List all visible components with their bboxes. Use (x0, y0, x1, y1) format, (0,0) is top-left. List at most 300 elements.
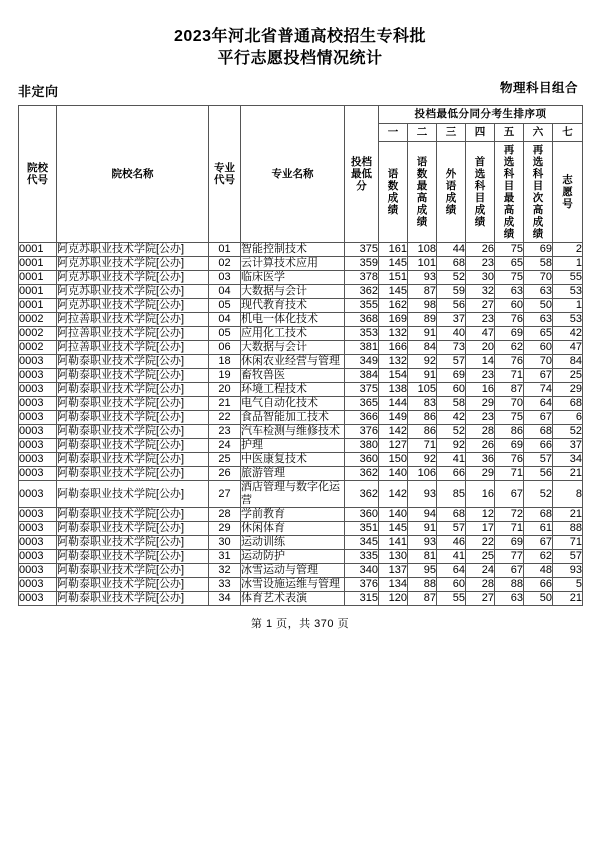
cell-major-code: 28 (209, 508, 241, 522)
cell-rank-7: 1 (553, 257, 583, 271)
cell-school-code: 0001 (19, 243, 57, 257)
cell-rank-7: 53 (553, 285, 583, 299)
cell-rank-5: 70 (495, 397, 524, 411)
cell-min-score: 375 (345, 243, 379, 257)
cell-rank-2: 87 (408, 285, 437, 299)
cell-rank-3: 37 (437, 313, 466, 327)
cell-rank-6: 50 (524, 299, 553, 313)
cell-rank-3: 60 (437, 578, 466, 592)
cell-rank-4: 16 (466, 383, 495, 397)
cell-rank-5: 65 (495, 257, 524, 271)
col-header-rank-label-7 (553, 142, 583, 243)
cell-major-name: 汽车检测与维修技术 (241, 425, 345, 439)
cell-rank-6: 70 (524, 355, 553, 369)
cell-rank-5: 88 (495, 578, 524, 592)
cell-rank-2: 81 (408, 550, 437, 564)
cell-school-name: 阿勒泰职业技术学院[公办] (57, 522, 209, 536)
table-body (19, 243, 583, 606)
col-header-rank-label-4-text: 首选科目成绩 (474, 156, 486, 228)
cell-major-name: 畜牧兽医 (241, 369, 345, 383)
cell-major-code: 26 (209, 467, 241, 481)
col-header-rank-label-5 (495, 142, 524, 243)
table-row (19, 481, 583, 508)
cell-rank-7: 29 (553, 383, 583, 397)
cell-school-code: 0003 (19, 481, 57, 508)
cell-rank-2: 105 (408, 383, 437, 397)
cell-rank-5: 76 (495, 355, 524, 369)
col-header-rank-label-3-text: 外语成绩 (445, 168, 457, 216)
cell-school-name: 阿勒泰职业技术学院[公办] (57, 536, 209, 550)
cell-rank-7: 52 (553, 425, 583, 439)
cell-major-code: 32 (209, 564, 241, 578)
cell-school-code: 0003 (19, 508, 57, 522)
cell-rank-4: 25 (466, 550, 495, 564)
cell-rank-3: 57 (437, 355, 466, 369)
cell-rank-4: 36 (466, 453, 495, 467)
cell-school-code: 0003 (19, 383, 57, 397)
cell-min-score: 365 (345, 397, 379, 411)
cell-rank-7: 21 (553, 592, 583, 606)
cell-rank-3: 68 (437, 257, 466, 271)
cell-rank-3: 40 (437, 327, 466, 341)
cell-rank-1: 142 (379, 481, 408, 508)
cell-major-name: 大数据与会计 (241, 285, 345, 299)
col-header-school-name: 院校名称 (57, 106, 209, 243)
cell-rank-1: 151 (379, 271, 408, 285)
cell-rank-2: 98 (408, 299, 437, 313)
cell-rank-2: 95 (408, 564, 437, 578)
cell-rank-6: 57 (524, 453, 553, 467)
cell-min-score: 362 (345, 481, 379, 508)
cell-rank-7: 25 (553, 369, 583, 383)
cell-rank-2: 71 (408, 439, 437, 453)
cell-school-name: 阿克苏职业技术学院[公办] (57, 285, 209, 299)
col-header-school-code (19, 106, 57, 243)
cell-school-code: 0003 (19, 397, 57, 411)
cell-rank-5: 86 (495, 425, 524, 439)
col-header-rank-num-1: 一 (379, 124, 408, 142)
admission-score-table (18, 105, 583, 606)
cell-major-name: 运动防护 (241, 550, 345, 564)
cell-major-name: 学前教育 (241, 508, 345, 522)
cell-rank-7: 8 (553, 481, 583, 508)
cell-rank-5: 71 (495, 369, 524, 383)
cell-rank-4: 24 (466, 564, 495, 578)
cell-rank-1: 154 (379, 369, 408, 383)
cell-min-score: 381 (345, 341, 379, 355)
cell-major-name: 临床医学 (241, 271, 345, 285)
cell-min-score: 376 (345, 425, 379, 439)
cell-rank-5: 87 (495, 383, 524, 397)
cell-major-name: 食品智能加工技术 (241, 411, 345, 425)
cell-rank-1: 140 (379, 467, 408, 481)
cell-rank-5: 75 (495, 411, 524, 425)
cell-min-score: 351 (345, 522, 379, 536)
cell-rank-1: 127 (379, 439, 408, 453)
cell-school-code: 0001 (19, 285, 57, 299)
cell-major-code: 20 (209, 383, 241, 397)
cell-rank-7: 57 (553, 550, 583, 564)
cell-school-name: 阿勒泰职业技术学院[公办] (57, 578, 209, 592)
cell-rank-2: 92 (408, 355, 437, 369)
cell-rank-6: 67 (524, 411, 553, 425)
table-row (19, 578, 583, 592)
cell-major-name: 运动训练 (241, 536, 345, 550)
cell-rank-7: 93 (553, 564, 583, 578)
cell-rank-2: 88 (408, 578, 437, 592)
cell-major-code: 02 (209, 257, 241, 271)
cell-major-name: 护理 (241, 439, 345, 453)
cell-school-code: 0003 (19, 369, 57, 383)
cell-rank-6: 63 (524, 313, 553, 327)
cell-rank-5: 77 (495, 550, 524, 564)
cell-school-code: 0003 (19, 550, 57, 564)
cell-school-code: 0003 (19, 467, 57, 481)
cell-major-code: 06 (209, 341, 241, 355)
col-header-major-name: 专业名称 (241, 106, 345, 243)
col-header-rank-num-3: 三 (437, 124, 466, 142)
cell-rank-6: 67 (524, 536, 553, 550)
cell-major-code: 22 (209, 411, 241, 425)
cell-rank-2: 93 (408, 536, 437, 550)
cell-school-name: 阿拉善职业技术学院[公办] (57, 327, 209, 341)
col-header-rank-num-6: 六 (524, 124, 553, 142)
cell-rank-7: 5 (553, 578, 583, 592)
table-row (19, 522, 583, 536)
col-header-rank-num-5: 五 (495, 124, 524, 142)
cell-school-name: 阿勒泰职业技术学院[公办] (57, 425, 209, 439)
cell-rank-4: 29 (466, 467, 495, 481)
table-row (19, 257, 583, 271)
col-header-rank-label-2-text: 语数最高成绩 (416, 156, 428, 228)
cell-school-name: 阿勒泰职业技术学院[公办] (57, 439, 209, 453)
cell-rank-5: 71 (495, 522, 524, 536)
cell-rank-1: 150 (379, 453, 408, 467)
table-row (19, 341, 583, 355)
cell-major-code: 21 (209, 397, 241, 411)
cell-school-code: 0003 (19, 439, 57, 453)
table-row (19, 508, 583, 522)
cell-rank-3: 44 (437, 243, 466, 257)
table-header (19, 106, 583, 243)
cell-rank-6: 67 (524, 369, 553, 383)
col-header-rank-label-6 (524, 142, 553, 243)
cell-major-name: 冰雪设施运维与管理 (241, 578, 345, 592)
cell-rank-6: 61 (524, 522, 553, 536)
cell-rank-5: 75 (495, 271, 524, 285)
cell-major-name: 体育艺术表演 (241, 592, 345, 606)
col-header-min-score-label: 投档最低分 (351, 156, 372, 192)
cell-rank-6: 56 (524, 467, 553, 481)
cell-rank-4: 22 (466, 536, 495, 550)
cell-rank-2: 91 (408, 369, 437, 383)
col-header-rank-label-4 (466, 142, 495, 243)
cell-major-code: 27 (209, 481, 241, 508)
cell-min-score: 345 (345, 536, 379, 550)
cell-major-name: 机电一体化技术 (241, 313, 345, 327)
cell-rank-4: 26 (466, 243, 495, 257)
cell-rank-2: 93 (408, 481, 437, 508)
cell-rank-6: 66 (524, 439, 553, 453)
page-footer: 第 1 页，共 370 页 (250, 618, 350, 630)
cell-rank-2: 84 (408, 341, 437, 355)
cell-major-name: 大数据与会计 (241, 341, 345, 355)
cell-rank-3: 57 (437, 522, 466, 536)
cell-rank-6: 69 (524, 243, 553, 257)
cell-major-name: 智能控制技术 (241, 243, 345, 257)
cell-rank-6: 58 (524, 257, 553, 271)
cell-rank-3: 42 (437, 411, 466, 425)
table-row (19, 383, 583, 397)
table-row (19, 243, 583, 257)
cell-rank-2: 86 (408, 411, 437, 425)
cell-min-score: 349 (345, 355, 379, 369)
cell-rank-1: 132 (379, 327, 408, 341)
col-header-rank-num-7: 七 (553, 124, 583, 142)
cell-rank-3: 69 (437, 369, 466, 383)
cell-major-code: 03 (209, 271, 241, 285)
cell-rank-3: 68 (437, 508, 466, 522)
cell-rank-7: 2 (553, 243, 583, 257)
cell-rank-4: 28 (466, 578, 495, 592)
cell-rank-4: 12 (466, 508, 495, 522)
col-header-rank-group: 投档最低分同分考生排序项 (379, 106, 583, 124)
cell-min-score: 366 (345, 411, 379, 425)
table-row (19, 536, 583, 550)
cell-rank-7: 68 (553, 397, 583, 411)
table-row (19, 327, 583, 341)
table-row (19, 453, 583, 467)
cell-min-score: 375 (345, 383, 379, 397)
cell-rank-6: 68 (524, 508, 553, 522)
cell-min-score: 362 (345, 467, 379, 481)
cell-rank-4: 26 (466, 439, 495, 453)
cell-major-code: 29 (209, 522, 241, 536)
cell-school-name: 阿勒泰职业技术学院[公办] (57, 355, 209, 369)
cell-rank-5: 63 (495, 285, 524, 299)
cell-school-code: 0001 (19, 271, 57, 285)
col-header-rank-num-4: 四 (466, 124, 495, 142)
cell-rank-4: 16 (466, 481, 495, 508)
cell-school-name: 阿勒泰职业技术学院[公办] (57, 383, 209, 397)
cell-school-code: 0003 (19, 592, 57, 606)
col-header-rank-label-1 (379, 142, 408, 243)
cell-rank-5: 76 (495, 453, 524, 467)
cell-rank-1: 162 (379, 299, 408, 313)
col-header-rank-label-7-text: 志愿号 (562, 174, 573, 210)
cell-school-name: 阿勒泰职业技术学院[公办] (57, 550, 209, 564)
cell-rank-3: 85 (437, 481, 466, 508)
cell-rank-5: 69 (495, 439, 524, 453)
cell-rank-4: 27 (466, 592, 495, 606)
cell-rank-6: 64 (524, 397, 553, 411)
cell-rank-4: 47 (466, 327, 495, 341)
cell-rank-5: 60 (495, 299, 524, 313)
cell-school-name: 阿勒泰职业技术学院[公办] (57, 592, 209, 606)
cell-rank-3: 41 (437, 550, 466, 564)
cell-rank-3: 55 (437, 592, 466, 606)
cell-min-score: 362 (345, 285, 379, 299)
cell-rank-1: 166 (379, 341, 408, 355)
cell-rank-7: 34 (553, 453, 583, 467)
cell-school-code: 0003 (19, 578, 57, 592)
cell-school-name: 阿勒泰职业技术学院[公办] (57, 411, 209, 425)
cell-major-code: 24 (209, 439, 241, 453)
cell-rank-1: 149 (379, 411, 408, 425)
cell-major-name: 云计算技术应用 (241, 257, 345, 271)
cell-rank-1: 134 (379, 578, 408, 592)
table-row (19, 285, 583, 299)
cell-rank-3: 41 (437, 453, 466, 467)
cell-rank-3: 92 (437, 439, 466, 453)
cell-rank-7: 1 (553, 299, 583, 313)
cell-rank-2: 93 (408, 271, 437, 285)
table-row (19, 550, 583, 564)
cell-rank-5: 72 (495, 508, 524, 522)
cell-rank-5: 67 (495, 564, 524, 578)
cell-rank-1: 145 (379, 522, 408, 536)
cell-rank-5: 75 (495, 243, 524, 257)
cell-min-score: 355 (345, 299, 379, 313)
cell-rank-3: 52 (437, 425, 466, 439)
cell-rank-5: 62 (495, 341, 524, 355)
cell-major-code: 05 (209, 327, 241, 341)
category-label: 非定向 (18, 84, 59, 99)
cell-rank-5: 69 (495, 327, 524, 341)
cell-rank-7: 84 (553, 355, 583, 369)
cell-school-code: 0003 (19, 425, 57, 439)
cell-rank-2: 89 (408, 313, 437, 327)
table-row (19, 299, 583, 313)
cell-major-name: 中医康复技术 (241, 453, 345, 467)
cell-rank-3: 60 (437, 383, 466, 397)
cell-rank-1: 120 (379, 592, 408, 606)
cell-rank-5: 71 (495, 467, 524, 481)
cell-rank-6: 62 (524, 550, 553, 564)
cell-min-score: 384 (345, 369, 379, 383)
cell-school-code: 0003 (19, 536, 57, 550)
cell-rank-6: 50 (524, 592, 553, 606)
table-row (19, 271, 583, 285)
cell-rank-1: 141 (379, 536, 408, 550)
cell-rank-1: 130 (379, 550, 408, 564)
cell-rank-3: 56 (437, 299, 466, 313)
cell-rank-2: 101 (408, 257, 437, 271)
cell-major-code: 34 (209, 592, 241, 606)
table-row (19, 397, 583, 411)
cell-rank-6: 70 (524, 271, 553, 285)
cell-school-code: 0003 (19, 355, 57, 369)
cell-min-score: 380 (345, 439, 379, 453)
table-row (19, 425, 583, 439)
cell-rank-2: 91 (408, 327, 437, 341)
col-header-major-code-label: 专业代号 (214, 162, 235, 186)
table-row (19, 313, 583, 327)
cell-major-code: 23 (209, 425, 241, 439)
cell-rank-1: 169 (379, 313, 408, 327)
cell-rank-4: 23 (466, 257, 495, 271)
cell-major-code: 18 (209, 355, 241, 369)
cell-school-code: 0002 (19, 341, 57, 355)
cell-school-code: 0003 (19, 411, 57, 425)
cell-rank-5: 69 (495, 536, 524, 550)
cell-rank-1: 138 (379, 383, 408, 397)
cell-min-score: 368 (345, 313, 379, 327)
cell-major-code: 04 (209, 313, 241, 327)
cell-major-code: 01 (209, 243, 241, 257)
cell-rank-4: 20 (466, 341, 495, 355)
cell-rank-4: 14 (466, 355, 495, 369)
table-row (19, 411, 583, 425)
cell-rank-3: 58 (437, 397, 466, 411)
cell-rank-4: 23 (466, 313, 495, 327)
cell-major-code: 19 (209, 369, 241, 383)
cell-rank-6: 65 (524, 327, 553, 341)
cell-school-name: 阿克苏职业技术学院[公办] (57, 243, 209, 257)
cell-school-name: 阿勒泰职业技术学院[公办] (57, 564, 209, 578)
cell-rank-2: 87 (408, 592, 437, 606)
cell-rank-7: 21 (553, 508, 583, 522)
cell-rank-3: 66 (437, 467, 466, 481)
cell-min-score: 360 (345, 453, 379, 467)
page-title-line2: 平行志愿投档情况统计 (217, 50, 383, 67)
cell-rank-7: 47 (553, 341, 583, 355)
cell-rank-3: 52 (437, 271, 466, 285)
cell-rank-2: 108 (408, 243, 437, 257)
cell-rank-5: 67 (495, 481, 524, 508)
table-row (19, 592, 583, 606)
cell-school-name: 阿勒泰职业技术学院[公办] (57, 467, 209, 481)
table-row (19, 439, 583, 453)
cell-rank-3: 59 (437, 285, 466, 299)
cell-rank-4: 30 (466, 271, 495, 285)
cell-rank-7: 71 (553, 536, 583, 550)
cell-rank-4: 23 (466, 411, 495, 425)
col-header-school-code-label: 院校代号 (27, 162, 48, 186)
cell-rank-4: 29 (466, 397, 495, 411)
cell-rank-1: 161 (379, 243, 408, 257)
cell-min-score: 360 (345, 508, 379, 522)
cell-major-name: 现代教育技术 (241, 299, 345, 313)
cell-min-score: 335 (345, 550, 379, 564)
cell-school-name: 阿勒泰职业技术学院[公办] (57, 453, 209, 467)
cell-school-name: 阿克苏职业技术学院[公办] (57, 299, 209, 313)
cell-major-code: 25 (209, 453, 241, 467)
cell-rank-6: 60 (524, 341, 553, 355)
col-header-rank-num-2: 二 (408, 124, 437, 142)
cell-rank-7: 88 (553, 522, 583, 536)
cell-school-name: 阿勒泰职业技术学院[公办] (57, 508, 209, 522)
cell-rank-1: 145 (379, 285, 408, 299)
cell-rank-7: 6 (553, 411, 583, 425)
cell-school-name: 阿拉善职业技术学院[公办] (57, 313, 209, 327)
cell-rank-2: 83 (408, 397, 437, 411)
col-header-rank-label-3 (437, 142, 466, 243)
cell-min-score: 315 (345, 592, 379, 606)
cell-major-name: 冰雪运动与管理 (241, 564, 345, 578)
cell-rank-5: 63 (495, 592, 524, 606)
cell-rank-1: 144 (379, 397, 408, 411)
cell-rank-2: 92 (408, 453, 437, 467)
col-header-rank-label-5-text: 再选科目最高成绩 (503, 144, 515, 240)
cell-rank-1: 140 (379, 508, 408, 522)
cell-rank-4: 27 (466, 299, 495, 313)
cell-rank-7: 55 (553, 271, 583, 285)
cell-rank-4: 32 (466, 285, 495, 299)
cell-rank-2: 91 (408, 522, 437, 536)
document-title-block (18, 0, 582, 70)
cell-rank-3: 73 (437, 341, 466, 355)
